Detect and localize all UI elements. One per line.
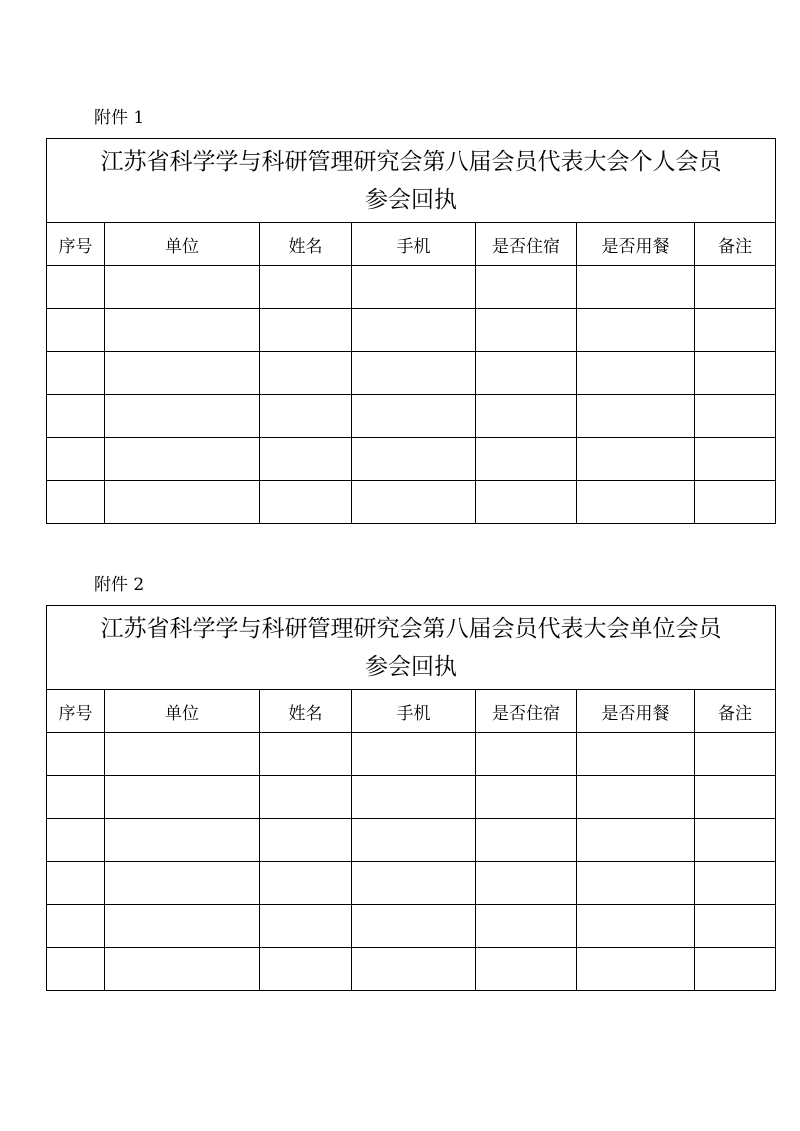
cell-serial-number[interactable] bbox=[47, 266, 105, 309]
cell-organization[interactable] bbox=[105, 733, 260, 776]
cell-mobile[interactable] bbox=[352, 266, 476, 309]
table-row bbox=[47, 905, 776, 948]
header-organization: 单位 bbox=[105, 223, 260, 266]
header-row bbox=[47, 690, 776, 733]
cell-remarks[interactable] bbox=[695, 309, 776, 352]
header-serial-number: 序号 bbox=[47, 690, 105, 733]
cell-organization[interactable] bbox=[105, 481, 260, 524]
header-remarks: 备注 bbox=[695, 690, 776, 733]
form-title bbox=[47, 139, 776, 223]
cell-accommodation[interactable] bbox=[476, 733, 577, 776]
organization-member-receipt-table bbox=[46, 605, 776, 991]
cell-name[interactable] bbox=[260, 948, 352, 991]
cell-organization[interactable] bbox=[105, 819, 260, 862]
cell-meals[interactable] bbox=[577, 819, 695, 862]
cell-mobile[interactable] bbox=[352, 948, 476, 991]
form-title bbox=[47, 606, 776, 690]
table-row bbox=[47, 481, 776, 524]
cell-remarks[interactable] bbox=[695, 948, 776, 991]
cell-mobile[interactable] bbox=[352, 352, 476, 395]
table-row bbox=[47, 438, 776, 481]
cell-remarks[interactable] bbox=[695, 438, 776, 481]
cell-name[interactable] bbox=[260, 352, 352, 395]
cell-organization[interactable] bbox=[105, 395, 260, 438]
cell-serial-number[interactable] bbox=[47, 438, 105, 481]
cell-accommodation[interactable] bbox=[476, 948, 577, 991]
cell-remarks[interactable] bbox=[695, 481, 776, 524]
cell-remarks[interactable] bbox=[695, 395, 776, 438]
cell-meals[interactable] bbox=[577, 862, 695, 905]
cell-mobile[interactable] bbox=[352, 438, 476, 481]
cell-serial-number[interactable] bbox=[47, 948, 105, 991]
table-row bbox=[47, 309, 776, 352]
cell-serial-number[interactable] bbox=[47, 733, 105, 776]
header-name: 姓名 bbox=[260, 690, 352, 733]
cell-accommodation[interactable] bbox=[476, 309, 577, 352]
form-title-line-2: 参会回执 bbox=[365, 653, 458, 680]
cell-serial-number[interactable] bbox=[47, 481, 105, 524]
cell-meals[interactable] bbox=[577, 352, 695, 395]
cell-organization[interactable] bbox=[105, 309, 260, 352]
form-title-line-1: 江苏省科学学与科研管理研究会第八届会员代表大会单位会员 bbox=[100, 615, 722, 642]
table-row bbox=[47, 776, 776, 819]
cell-accommodation[interactable] bbox=[476, 776, 577, 819]
cell-mobile[interactable] bbox=[352, 905, 476, 948]
cell-accommodation[interactable] bbox=[476, 905, 577, 948]
cell-meals[interactable] bbox=[577, 776, 695, 819]
table-row bbox=[47, 733, 776, 776]
header-mobile: 手机 bbox=[352, 223, 476, 266]
header-meals: 是否用餐 bbox=[577, 690, 695, 733]
cell-organization[interactable] bbox=[105, 905, 260, 948]
cell-meals[interactable] bbox=[577, 309, 695, 352]
table-row bbox=[47, 819, 776, 862]
cell-mobile[interactable] bbox=[352, 395, 476, 438]
table-row bbox=[47, 948, 776, 991]
cell-mobile[interactable] bbox=[352, 481, 476, 524]
header-serial-number: 序号 bbox=[47, 223, 105, 266]
cell-remarks[interactable] bbox=[695, 352, 776, 395]
table-row bbox=[47, 352, 776, 395]
cell-meals[interactable] bbox=[577, 481, 695, 524]
cell-serial-number[interactable] bbox=[47, 905, 105, 948]
cell-remarks[interactable] bbox=[695, 862, 776, 905]
cell-mobile[interactable] bbox=[352, 309, 476, 352]
cell-serial-number[interactable] bbox=[47, 309, 105, 352]
header-remarks: 备注 bbox=[695, 223, 776, 266]
cell-remarks[interactable] bbox=[695, 266, 776, 309]
header-name: 姓名 bbox=[260, 223, 352, 266]
cell-name[interactable] bbox=[260, 905, 352, 948]
cell-serial-number[interactable] bbox=[47, 862, 105, 905]
form-title-line-1: 江苏省科学学与科研管理研究会第八届会员代表大会个人会员 bbox=[100, 148, 722, 175]
cell-mobile[interactable] bbox=[352, 862, 476, 905]
cell-name[interactable] bbox=[260, 819, 352, 862]
cell-accommodation[interactable] bbox=[476, 352, 577, 395]
header-meals: 是否用餐 bbox=[577, 223, 695, 266]
header-mobile: 手机 bbox=[352, 690, 476, 733]
cell-serial-number[interactable] bbox=[47, 819, 105, 862]
cell-organization[interactable] bbox=[105, 948, 260, 991]
cell-organization[interactable] bbox=[105, 776, 260, 819]
cell-remarks[interactable] bbox=[695, 733, 776, 776]
cell-meals[interactable] bbox=[577, 948, 695, 991]
personal-member-receipt-table bbox=[46, 138, 776, 524]
title-row bbox=[47, 606, 776, 690]
cell-serial-number[interactable] bbox=[47, 395, 105, 438]
cell-meals[interactable] bbox=[577, 438, 695, 481]
cell-meals[interactable] bbox=[577, 395, 695, 438]
cell-meals[interactable] bbox=[577, 733, 695, 776]
cell-serial-number[interactable] bbox=[47, 352, 105, 395]
cell-name[interactable] bbox=[260, 481, 352, 524]
cell-accommodation[interactable] bbox=[476, 438, 577, 481]
cell-remarks[interactable] bbox=[695, 905, 776, 948]
cell-mobile[interactable] bbox=[352, 776, 476, 819]
cell-name[interactable] bbox=[260, 438, 352, 481]
cell-name[interactable] bbox=[260, 733, 352, 776]
cell-remarks[interactable] bbox=[695, 819, 776, 862]
cell-accommodation[interactable] bbox=[476, 481, 577, 524]
cell-accommodation[interactable] bbox=[476, 266, 577, 309]
cell-accommodation[interactable] bbox=[476, 862, 577, 905]
cell-serial-number[interactable] bbox=[47, 776, 105, 819]
header-accommodation: 是否住宿 bbox=[476, 690, 577, 733]
cell-name[interactable] bbox=[260, 309, 352, 352]
title-row bbox=[47, 139, 776, 223]
cell-accommodation[interactable] bbox=[476, 819, 577, 862]
header-row bbox=[47, 223, 776, 266]
cell-name[interactable] bbox=[260, 776, 352, 819]
cell-meals[interactable] bbox=[577, 266, 695, 309]
cell-mobile[interactable] bbox=[352, 819, 476, 862]
table-row bbox=[47, 266, 776, 309]
table-row bbox=[47, 395, 776, 438]
cell-accommodation[interactable] bbox=[476, 395, 577, 438]
header-accommodation: 是否住宿 bbox=[476, 223, 577, 266]
cell-name[interactable] bbox=[260, 862, 352, 905]
cell-organization[interactable] bbox=[105, 438, 260, 481]
cell-organization[interactable] bbox=[105, 266, 260, 309]
cell-meals[interactable] bbox=[577, 905, 695, 948]
table-row bbox=[47, 862, 776, 905]
attachment-label-2: 附件 2 bbox=[94, 575, 145, 595]
cell-organization[interactable] bbox=[105, 862, 260, 905]
form-body bbox=[47, 733, 776, 991]
header-organization: 单位 bbox=[105, 690, 260, 733]
cell-name[interactable] bbox=[260, 395, 352, 438]
cell-mobile[interactable] bbox=[352, 733, 476, 776]
cell-organization[interactable] bbox=[105, 352, 260, 395]
cell-remarks[interactable] bbox=[695, 776, 776, 819]
form-body bbox=[47, 266, 776, 524]
cell-name[interactable] bbox=[260, 266, 352, 309]
form-title-line-2: 参会回执 bbox=[365, 186, 458, 213]
attachment-label-1: 附件 1 bbox=[94, 108, 145, 128]
